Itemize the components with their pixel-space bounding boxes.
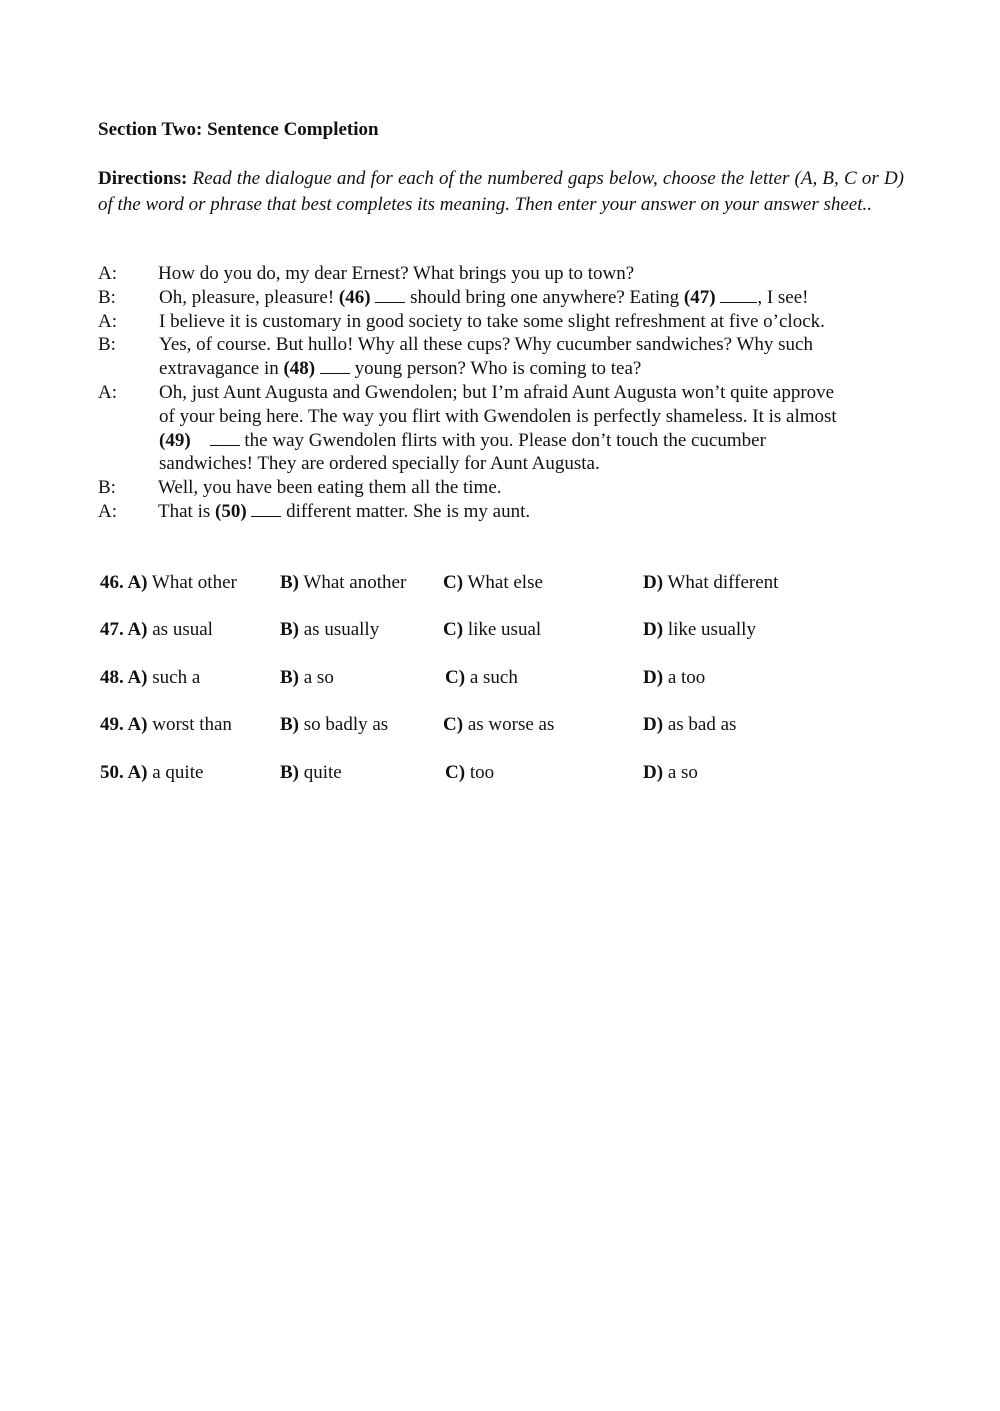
option-label: C) [443, 619, 464, 640]
option-c[interactable] [443, 714, 554, 736]
dialogue [98, 262, 908, 524]
option-text: What other [147, 572, 237, 593]
gap-blank [210, 430, 240, 446]
option-b[interactable] [280, 762, 342, 784]
option-d[interactable] [643, 667, 705, 689]
gap-number: (49) [159, 429, 191, 451]
dialogue-line [159, 429, 908, 453]
option-label: B) [280, 762, 299, 783]
question-number: 49. A) [100, 714, 148, 735]
option-b[interactable] [280, 667, 334, 689]
dialogue-turn [98, 500, 908, 524]
option-label: B) [280, 667, 299, 688]
option-text: like usually [663, 619, 756, 640]
option-label: B) [280, 619, 299, 640]
option-label: C) [445, 667, 466, 688]
option-label: B) [280, 714, 299, 735]
directions-text: Read the dialogue and for each of the numbered gaps below, choose the letter (A, B, C or D) of the word or phrase that best completes its meaning. Then enter your answer on your answer sheet.. [98, 168, 904, 215]
dialogue-line: Yes, of course. But hullo! Why all these cups? Why cucumber sandwiches? Why such [159, 334, 813, 356]
option-a[interactable] [100, 667, 200, 689]
option-text: a so [663, 762, 698, 783]
question-row [100, 572, 920, 600]
option-a[interactable] [100, 714, 232, 736]
speaker-label: A: [98, 381, 117, 403]
dialogue-text: That is [158, 500, 215, 522]
option-a[interactable] [100, 572, 237, 594]
option-b[interactable] [280, 714, 388, 736]
gap-blank [251, 501, 281, 517]
dialogue-text: should bring one anywhere? Eating [405, 286, 684, 308]
option-text: What different [663, 572, 779, 593]
option-b[interactable] [280, 619, 379, 641]
directions [98, 166, 904, 218]
option-c[interactable] [443, 572, 543, 594]
section-title: Section Two: Sentence Completion [98, 119, 379, 140]
dialogue-turn [98, 310, 908, 334]
option-text: as worse as [463, 714, 555, 735]
gap-blank [320, 358, 350, 374]
question-number: 48. A) [100, 667, 148, 688]
option-text: as usually [299, 619, 380, 640]
speaker-label: A: [98, 500, 117, 522]
question-number: 47. A) [100, 619, 148, 640]
dialogue-text: the way Gwendolen flirts with you. Please don’t touch the cucumber [239, 429, 766, 451]
speaker-label: B: [98, 477, 116, 499]
option-label: C) [443, 714, 464, 735]
gap-blank [720, 287, 757, 303]
dialogue-line [159, 286, 908, 310]
dialogue-text: different matter. She is my aunt. [281, 500, 531, 522]
directions-label: Directions: [98, 168, 188, 189]
option-text: like usual [463, 619, 542, 640]
option-text: such a [147, 667, 201, 688]
question-row [100, 762, 920, 790]
dialogue-line: How do you do, my dear Ernest? What brings you up to town? [158, 263, 635, 284]
option-d[interactable] [643, 572, 778, 594]
option-text: worst than [147, 714, 232, 735]
option-c[interactable] [443, 619, 541, 641]
option-c[interactable] [445, 762, 494, 784]
dialogue-text: extravagance in [159, 358, 284, 380]
speaker-label: B: [98, 334, 116, 356]
gap-number: (48) [283, 358, 316, 380]
speaker-label: A: [98, 263, 117, 284]
question-row [100, 714, 920, 742]
option-label: D) [643, 619, 664, 640]
option-text: quite [299, 762, 342, 783]
option-b[interactable] [280, 572, 406, 594]
gap-number: (47) [683, 286, 716, 308]
dialogue-turn [98, 262, 908, 286]
option-d[interactable] [643, 619, 756, 641]
question-number: 46. A) [100, 572, 148, 593]
dialogue-turn [98, 286, 908, 310]
dialogue-line: Well, you have been eating them all the time. [158, 477, 502, 499]
dialogue-text: , I see! [757, 286, 809, 308]
dialogue-line: I believe it is customary in good society to take some slight refreshment at five o’clock. [159, 310, 825, 332]
dialogue-text: Oh, pleasure, pleasure! [159, 286, 339, 308]
gap-number: (50) [215, 500, 247, 522]
option-label: C) [443, 572, 464, 593]
option-text: a such [465, 667, 518, 688]
option-text: too [465, 762, 495, 783]
question-number: 50. A) [100, 762, 148, 783]
dialogue-line [158, 500, 908, 524]
dialogue-turn [98, 476, 908, 500]
option-a[interactable] [100, 619, 213, 641]
speaker-label: A: [98, 310, 117, 332]
option-label: D) [643, 572, 664, 593]
option-d[interactable] [643, 714, 736, 736]
option-d[interactable] [643, 762, 698, 784]
dialogue-line: sandwiches! They are ordered specially for Aunt Augusta. [159, 453, 600, 475]
option-label: D) [643, 667, 664, 688]
gap-blank [375, 287, 405, 303]
option-text: a quite [147, 762, 204, 783]
dialogue-text: young person? Who is coming to tea? [349, 358, 642, 380]
option-text: a too [663, 667, 706, 688]
question-row [100, 619, 920, 647]
option-text: a so [299, 667, 334, 688]
speaker-label: B: [98, 286, 116, 308]
option-text: so badly as [299, 714, 389, 735]
option-text: as bad as [663, 714, 737, 735]
option-a[interactable] [100, 762, 203, 784]
dialogue-line: of your being here. The way you flirt with Gwendolen is perfectly shameless. It is almost [159, 405, 837, 427]
option-text: What another [299, 572, 407, 593]
dialogue-line: Oh, just Aunt Augusta and Gwendolen; but I’m afraid Aunt Augusta won’t quite approve [159, 381, 835, 403]
option-label: D) [643, 714, 664, 735]
option-text: as usual [147, 619, 213, 640]
option-text: What else [463, 572, 543, 593]
option-label: D) [643, 762, 664, 783]
option-label: C) [445, 762, 466, 783]
option-label: B) [280, 572, 299, 593]
dialogue-turn [98, 381, 908, 476]
option-c[interactable] [445, 667, 518, 689]
question-row [100, 667, 920, 695]
gap-number: (46) [338, 286, 371, 308]
dialogue-turn [98, 333, 908, 381]
dialogue-line [159, 357, 908, 381]
